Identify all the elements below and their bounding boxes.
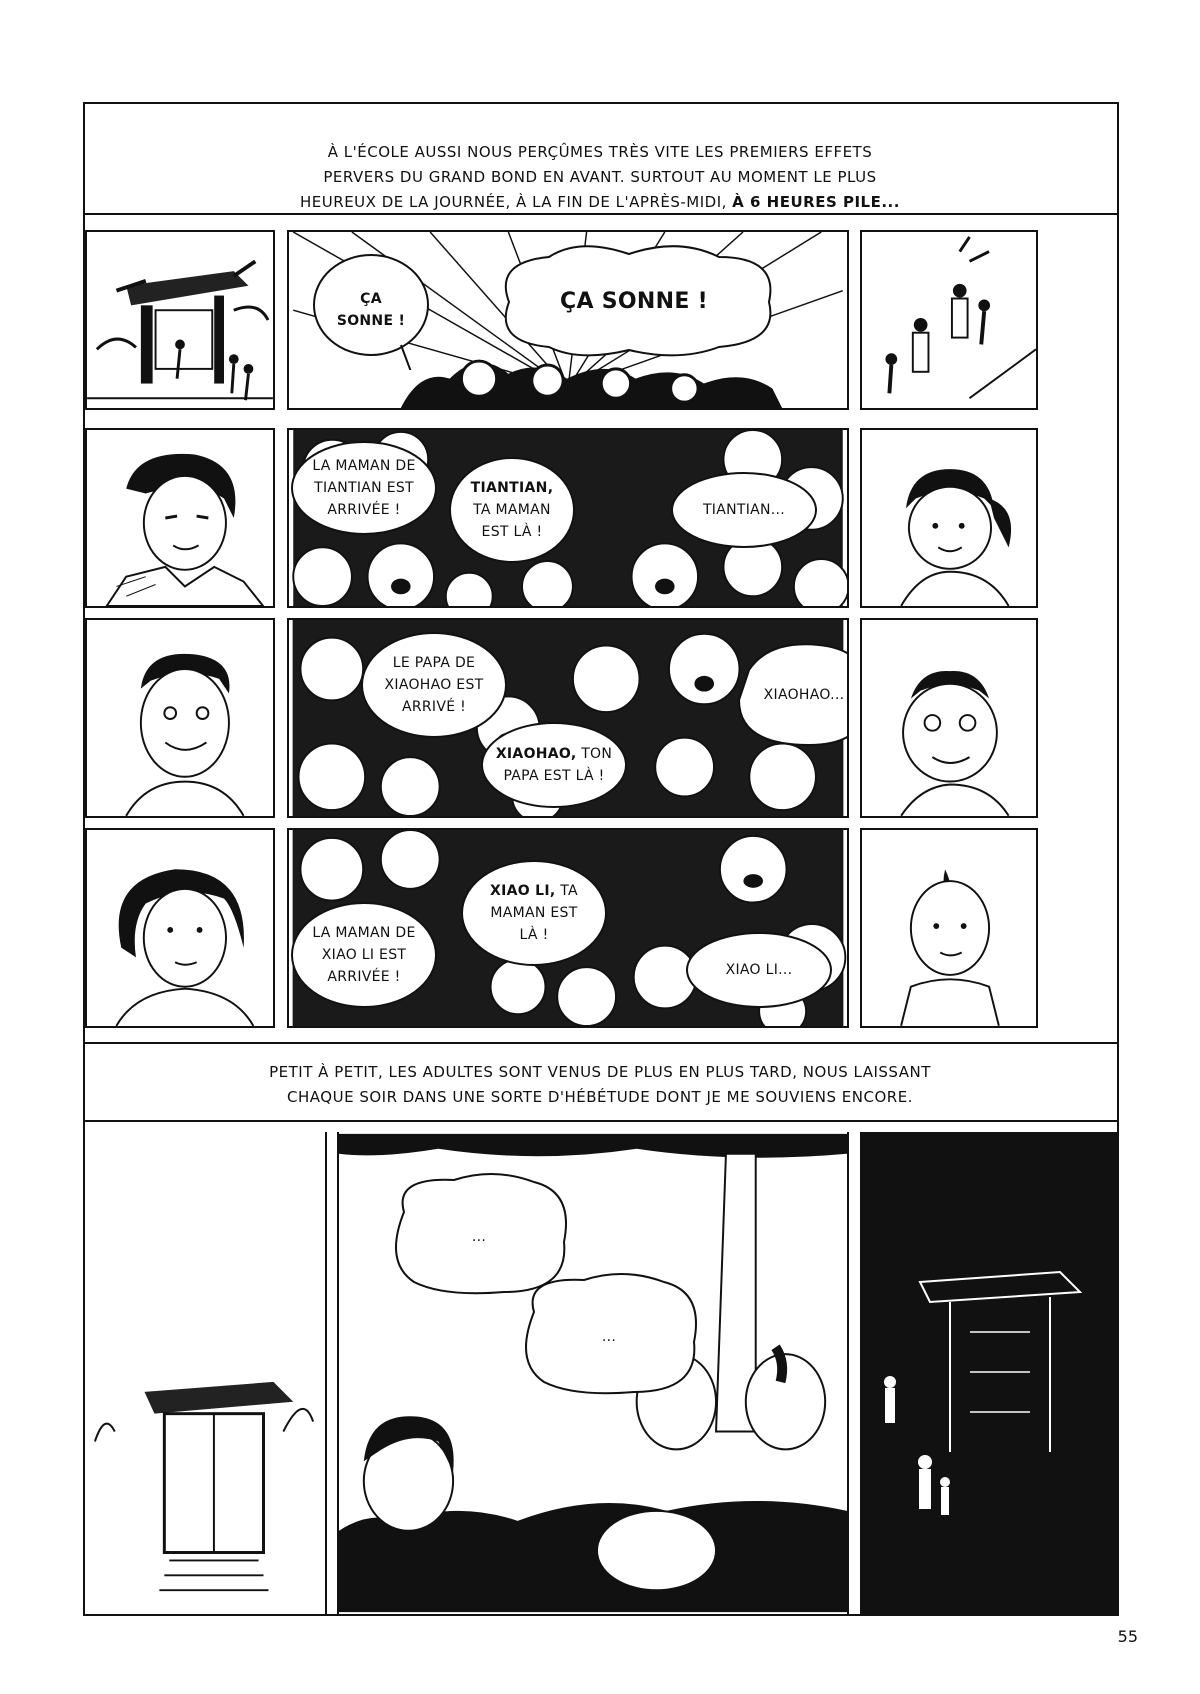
- caption-line-3-bold: À 6 HEURES PILE...: [732, 193, 900, 211]
- speech-bubble-mid: [459, 858, 609, 968]
- caption-divider: [83, 213, 1119, 215]
- panel-crowd-tiantian: [287, 428, 849, 608]
- speech-bubble-right: [669, 470, 819, 550]
- bubble-text: XIAO LI...: [725, 962, 793, 978]
- caption-divider-top: [83, 1042, 1119, 1044]
- panel-bell-rings: [287, 230, 849, 410]
- caption-line-3: [240, 190, 960, 215]
- bubble-text: ...: [471, 1229, 487, 1245]
- mother-portrait-drawing: [87, 830, 273, 1026]
- bubble-text: TA MAMAN EST LÀ !: [490, 883, 578, 943]
- page-number: 55: [1117, 1627, 1138, 1646]
- bubble-name: TIANTIAN,: [470, 480, 554, 496]
- speech-bubble-bottom: [479, 720, 629, 810]
- panel-closed-gate: [85, 1132, 327, 1614]
- panel-crowd-xiaohao: [287, 618, 849, 818]
- speech-bubble-right: [729, 640, 849, 750]
- bubble-text: ÇA SONNE !: [560, 289, 708, 314]
- speech-bubble-left: [289, 438, 439, 538]
- panel-school-gate: [85, 230, 275, 410]
- bubble-text: ...: [601, 1329, 617, 1345]
- bottom-caption: [200, 1060, 1000, 1110]
- bubble-text: LE PAPA DE XIAOHAO EST ARRIVÉ !: [384, 655, 484, 715]
- bubble-name: XIAO LI,: [490, 883, 556, 899]
- caption-line-1: PETIT À PETIT, LES ADULTES SONT VENUS DE PLUS EN PLUS TARD, NOUS LAISSANT: [269, 1063, 931, 1081]
- bubble-text: ÇA SONNE !: [336, 291, 406, 329]
- bubble-name: XIAOHAO,: [495, 746, 577, 762]
- panel-mother-tiantian: [85, 428, 275, 608]
- panel-parents-walking: [860, 230, 1038, 410]
- panel-waiting-children: [337, 1132, 849, 1614]
- speech-bubble-small: [311, 250, 431, 370]
- panel-crowd-xiaoli: [287, 828, 849, 1028]
- bubble-text: XIAOHAO...: [763, 687, 845, 703]
- panel-child-xiaohao: [860, 618, 1038, 818]
- child-girl-drawing: [862, 430, 1036, 606]
- speech-bubble-mid: [447, 455, 577, 565]
- panel-child-tiantian: [860, 428, 1038, 608]
- bubble-text-group: [462, 477, 562, 543]
- bubble-text: TON PAPA EST LÀ !: [503, 746, 613, 784]
- bubble-text-group: [479, 880, 589, 946]
- top-caption: [240, 140, 960, 215]
- father-portrait-drawing: [87, 620, 273, 816]
- bubble-text: LA MAMAN DE TIANTIAN EST ARRIVÉE !: [312, 458, 416, 518]
- caption-line-3-text: HEUREUX DE LA JOURNÉE, À LA FIN DE L'APRÈS-MIDI,: [300, 193, 727, 211]
- night-gate-drawing: [860, 1132, 1117, 1614]
- panel-child-xiaoli: [860, 828, 1038, 1028]
- caption-divider-bottom: [83, 1120, 1119, 1122]
- speech-bubble-big: [489, 242, 779, 362]
- caption-line-1: À L'ÉCOLE AUSSI NOUS PERÇÛMES TRÈS VITE LES PREMIERS EFFETS: [327, 143, 873, 161]
- parents-walking-drawing: [862, 232, 1036, 408]
- speech-bubble-left: [289, 900, 439, 1010]
- bubble-text: TA MAMAN EST LÀ !: [473, 502, 551, 540]
- child-boy-drawing: [862, 830, 1036, 1026]
- panel-night-gate: [860, 1132, 1117, 1614]
- bubble-text: TIANTIAN...: [702, 502, 786, 518]
- mother-portrait-drawing: [87, 430, 273, 606]
- panel-mother-xiaoli: [85, 828, 275, 1028]
- caption-line-2: CHAQUE SOIR DANS UNE SORTE D'HÉBÉTUDE DONT JE ME SOUVIENS ENCORE.: [287, 1088, 913, 1106]
- caption-line-2: PERVERS DU GRAND BOND EN AVANT. SURTOUT AU MOMENT LE PLUS: [323, 168, 877, 186]
- closed-gate-drawing: [85, 1132, 325, 1614]
- bubble-text-group: [494, 743, 614, 787]
- speech-bubble-b: [514, 1272, 704, 1402]
- child-boy-drawing: [862, 620, 1036, 816]
- school-gate-drawing: [87, 232, 273, 408]
- speech-bubble-right: [684, 930, 834, 1010]
- bubble-text: LA MAMAN DE XIAO LI EST ARRIVÉE !: [312, 925, 416, 985]
- panel-father-xiaohao: [85, 618, 275, 818]
